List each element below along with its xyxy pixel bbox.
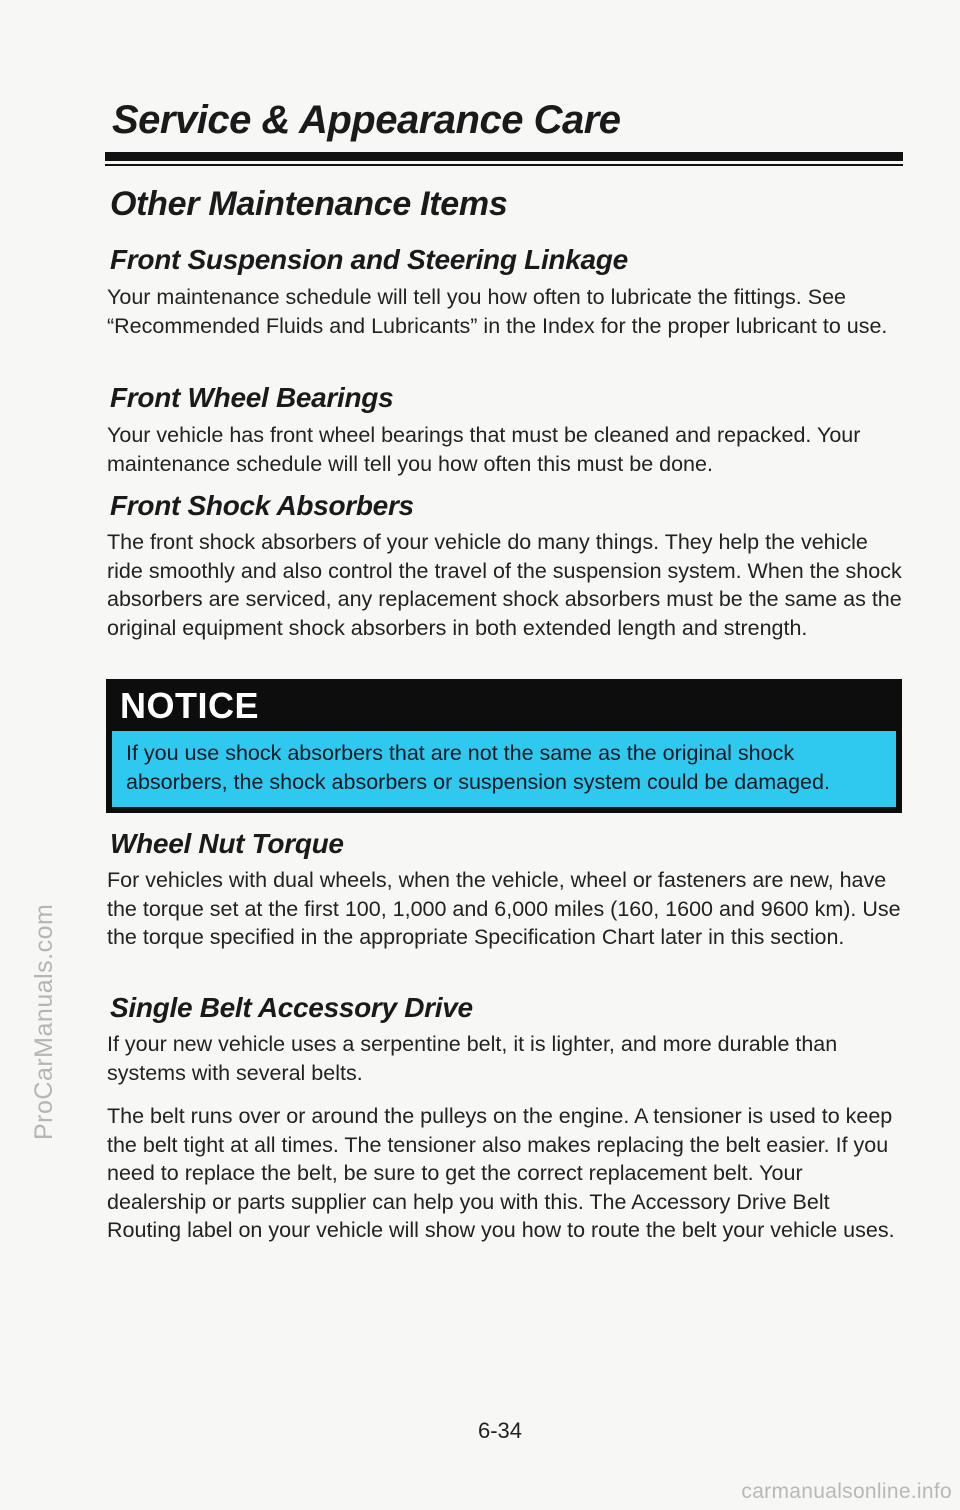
- section-heading-front-suspension: Front Suspension and Steering Linkage: [110, 244, 628, 275]
- section-title: Service & Appearance Care: [112, 98, 621, 142]
- paragraph-front-suspension: Your maintenance schedule will tell you how often to lubricate the fittings. See “Recommended Fluids and Lubricants” in the Index for the proper lubricant to use.: [107, 285, 888, 338]
- side-watermark: ProCarManuals.com: [30, 903, 58, 1140]
- section-heading-wheel-nut-torque: Wheel Nut Torque: [110, 828, 344, 859]
- paragraph-front-wheel-bearings: Your vehicle has front wheel bearings that must be cleaned and repacked. Your maintenance schedule will tell you how often this must be done.: [107, 423, 861, 476]
- section-heading-front-shock-absorbers: Front Shock Absorbers: [110, 490, 414, 521]
- paragraph-belt-intro: If your new vehicle uses a serpentine belt, it is lighter, and more durable than systems with several belts.: [107, 1032, 838, 1085]
- notice-text: If you use shock absorbers that are not the same as the original shock absorbers, the shock absorbers or suspension system could be damaged.: [126, 741, 830, 794]
- page-number: 6-34: [478, 1418, 523, 1443]
- notice-body: [112, 731, 896, 807]
- notice-label: NOTICE: [120, 685, 260, 726]
- bottom-watermark: carmanualsonline.info: [741, 1480, 952, 1503]
- header-rule: [105, 152, 903, 161]
- notice-box: [106, 679, 902, 813]
- paragraph-front-shock-absorbers: The front shock absorbers of your vehicle do many things. They help the vehicle ride smoothly and also control the travel of the suspension system. When the shock absorbers are serviced, any replacement shock absorbers must be the same as the original equipment shock absorbers in both extended length and strength.: [107, 530, 902, 640]
- section-heading-front-wheel-bearings: Front Wheel Bearings: [110, 382, 394, 413]
- header-rule-thin: [105, 164, 903, 166]
- paragraph-wheel-nut-torque: For vehicles with dual wheels, when the vehicle, wheel or fasteners are new, have the torque set at the first 100, 1,000 and 6,000 miles (160, 1600 and 9600 km). Use the torque specified in the appropriate Specification Chart later in this section.: [107, 868, 901, 949]
- page-heading: Other Maintenance Items: [110, 185, 508, 223]
- section-heading-single-belt-accessory-drive: Single Belt Accessory Drive: [110, 992, 473, 1023]
- paragraph-belt-details: The belt runs over or around the pulleys on the engine. A tensioner is used to keep the belt tight at all times. The tensioner also makes replacing the belt easier. If you need to replace the belt, be sure to get the correct replacement belt. Your dealership or parts supplier can help you with this. The Accessory Drive Belt Routing label on your vehicle will show you how to route the belt your vehicle uses.: [107, 1104, 895, 1242]
